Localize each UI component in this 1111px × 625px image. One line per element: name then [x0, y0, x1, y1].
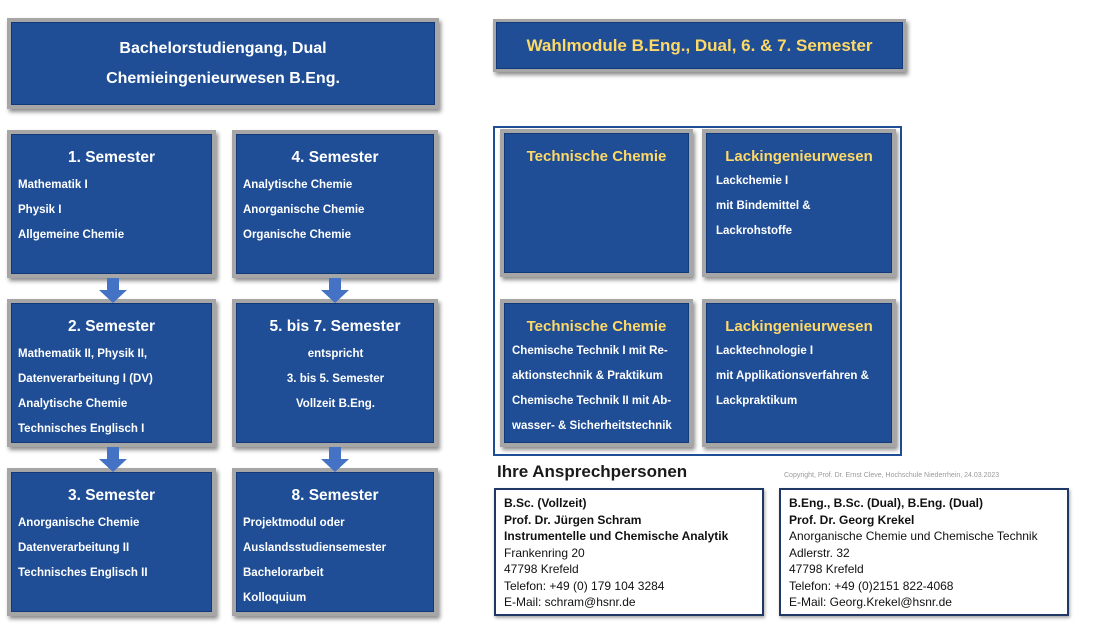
module-item: Auslandsstudiensemester — [243, 542, 387, 554]
module-item: aktionstechnik & Praktikum — [512, 370, 663, 382]
module-item: Lackrohstoffe — [716, 225, 793, 237]
contact-name: Prof. Dr. Jürgen Schram — [504, 512, 642, 527]
semester-box-3 — [7, 468, 216, 616]
module-item: Physik I — [18, 204, 62, 216]
wahlmodul-title: Technische Chemie — [526, 148, 667, 165]
contact-department: Anorganische Chemie und Chemische Technik — [789, 529, 1038, 543]
module-item: Projektmodul oder — [243, 517, 345, 529]
module-item: Analytische Chemie — [18, 398, 128, 410]
contact-email[interactable]: E-Mail: Georg.Krekel@hsnr.de — [789, 595, 952, 609]
program-title-line-2: Chemieingenieurwesen B.Eng. — [106, 69, 340, 87]
wahlmodul-box-technische-chemie-2 — [500, 299, 693, 447]
wahlmodul-box-technische-chemie-1 — [500, 129, 693, 277]
module-item: entspricht — [307, 348, 364, 360]
semester-box-5-7 — [232, 299, 438, 447]
module-item: Mathematik I — [18, 179, 88, 191]
module-item: Anorganische Chemie — [243, 204, 365, 216]
semester-box-8 — [232, 468, 438, 616]
semester-title: 3. Semester — [67, 487, 156, 504]
module-item: Analytische Chemie — [243, 179, 353, 191]
wahlmodul-box-lackingenieurwesen-1 — [702, 129, 896, 277]
module-item: mit Bindemittel & — [716, 200, 811, 212]
contact-role: B.Eng., B.Sc. (Dual), B.Eng. (Dual) — [789, 496, 984, 510]
contact-email[interactable]: E-Mail: schram@hsnr.de — [504, 595, 636, 609]
semester-box-4 — [232, 130, 438, 278]
contact-phone: Telefon: +49 (0) 179 104 3284 — [504, 578, 665, 593]
module-item: Vollzeit B.Eng. — [295, 398, 375, 410]
wahlmodul-title: Technische Chemie — [526, 318, 667, 335]
module-item: Datenverarbeitung II — [18, 542, 130, 554]
contact-department: Instrumentelle und Chemische Analytik — [504, 529, 729, 543]
contact-role: B.Sc. (Vollzeit) — [504, 496, 587, 510]
module-item: Technisches Englisch II — [18, 567, 148, 579]
contact-card-krekel — [779, 488, 1069, 616]
semester-title: 8. Semester — [291, 487, 379, 504]
semester-box-1 — [7, 130, 216, 278]
contact-name: Prof. Dr. Georg Krekel — [789, 512, 915, 527]
module-item: Organische Chemie — [243, 229, 352, 241]
contact-street: Adlerstr. 32 — [789, 545, 850, 560]
contact-street: Frankenring 20 — [504, 545, 585, 560]
contacts-heading: Ihre Ansprechpersonen — [497, 462, 688, 481]
contact-city: 47798 Krefeld — [789, 562, 864, 576]
program-title-box — [7, 18, 439, 109]
module-item: 3. bis 5. Semester — [286, 373, 385, 385]
wahlmodul-title: Lackingenieurwesen — [725, 148, 873, 165]
module-item: Bachelorarbeit — [243, 567, 324, 579]
module-item: Mathematik II, Physik II, — [18, 348, 148, 360]
semester-title: 4. Semester — [291, 149, 379, 166]
module-item: Datenverarbeitung I (DV) — [18, 373, 153, 385]
copyright-note: Copyright, Prof. Dr. Ernst Cleve, Hochschule Niederrhein, 24.03.2023 — [784, 472, 1000, 479]
arrow-down-icon — [320, 447, 350, 473]
module-item: Chemische Technik II mit Ab- — [512, 395, 672, 407]
contact-card-schram — [494, 488, 764, 616]
arrow-down-icon — [98, 278, 128, 304]
semester-title: 1. Semester — [67, 149, 156, 166]
wahlmodule-title-box — [493, 19, 906, 72]
module-item: wasser- & Sicherheitstechnik — [512, 420, 672, 432]
module-item: Lackchemie I — [716, 175, 789, 187]
module-item: Chemische Technik I mit Re- — [512, 345, 668, 357]
module-item: Allgemeine Chemie — [18, 229, 125, 241]
contact-city: 47798 Krefeld — [504, 562, 579, 576]
wahlmodule-title: Wahlmodule B.Eng., Dual, 6. & 7. Semester — [526, 35, 873, 55]
wahlmodul-box-lackingenieurwesen-2 — [702, 299, 896, 447]
module-item: Technisches Englisch I — [18, 423, 145, 435]
module-item: Lackpraktikum — [716, 395, 798, 407]
module-item: Lacktechnologie I — [716, 345, 814, 357]
module-item: Anorganische Chemie — [18, 517, 140, 529]
module-item: Kolloquium — [243, 592, 307, 604]
wahlmodul-title: Lackingenieurwesen — [725, 318, 873, 335]
semester-title: 5. bis 7. Semester — [269, 318, 401, 335]
semester-title: 2. Semester — [67, 318, 156, 335]
semester-box-2 — [7, 299, 216, 447]
contact-phone: Telefon: +49 (0)2151 822-4068 — [789, 578, 954, 593]
module-item: mit Applikationsverfahren & — [716, 370, 869, 382]
arrow-down-icon — [98, 447, 128, 473]
program-title-line-1: Bachelorstudiengang, Dual — [119, 39, 327, 57]
arrow-down-icon — [320, 278, 350, 304]
